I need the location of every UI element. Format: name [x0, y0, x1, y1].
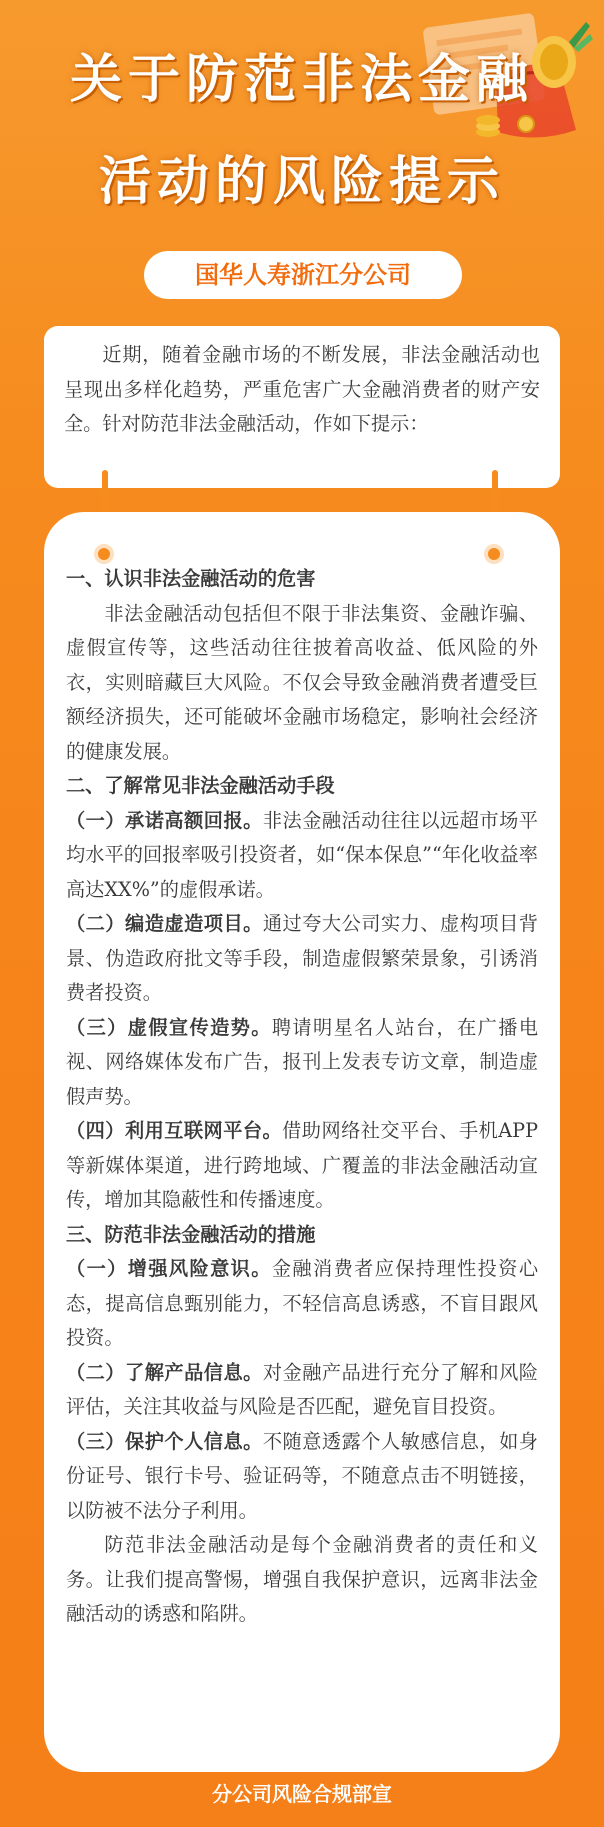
item-label: （一）增强风险意识。: [66, 1257, 272, 1280]
section-heading: 三、防范非法金融活动的措施: [66, 1222, 316, 1246]
clip-dot-icon: [484, 544, 504, 564]
content-card: [44, 512, 560, 1772]
closing-paragraph: 防范非法金融活动是每个金融消费者的责任和义务。让我们提高警惕，增强自我保护意识，远离非法金融活动的诱惑和陷阱。: [66, 1533, 538, 1625]
item-text: 不随意透露个人敏感信息，如身份证号、银行卡号、验证码等，不随意点击不明链接，以防被不法分子利用。: [66, 1429, 538, 1522]
footer-department: 分公司风险合规部宣: [212, 1782, 392, 1806]
list-item: [66, 1252, 538, 1356]
list-item: [66, 1114, 538, 1218]
list-item: [66, 907, 538, 1011]
list-item: [66, 804, 538, 908]
item-text: 非法金融活动往往以远超市场平均水平的回报率吸引投资者，如“保本保息”“年化收益率高达XX%”的虚假承诺。: [66, 808, 538, 901]
intro-paragraph: 近期，随着金融市场的不断发展，非法金融活动也呈现出多样化趋势，严重危害广大金融消费者的财产安全。针对防范非法金融活动，作如下提示：: [64, 343, 540, 435]
item-label: （二）了解产品信息。: [66, 1360, 263, 1384]
list-item: [66, 1011, 538, 1115]
page-title-line1: 关于防范非法金融: [69, 49, 534, 110]
item-label: （三）虚假宣传造势。: [66, 1015, 272, 1039]
item-label: （三）保护个人信息。: [66, 1429, 263, 1453]
page-title-line2: 活动的风险提示: [98, 151, 505, 212]
list-item: [66, 1425, 538, 1529]
section-body: 非法金融活动包括但不限于非法集资、金融诈骗、虚假宣传等，这些活动往往披着高收益、低风险的外衣，实则暗藏巨大风险。不仅会导致金融消费者遭受巨额经济损失，还可能破坏金融市场稳定，影响社会经济的健康发展。: [66, 601, 538, 763]
item-text: 通过夸大公司实力、虚构项目背景、伪造政府批文等手段，制造虚假繁荣景象，引诱消费者投资。: [66, 912, 538, 1004]
item-text: 借助网络社交平台、手机APP等新媒体渠道，进行跨地域、广覆盖的非法金融活动宣传，增加其隐蔽性和传播速度。: [66, 1119, 538, 1211]
item-text: 聘请明星名人站台，在广播电视、网络媒体发布广告，报刊上发表专访文章，制造虚假声势。: [66, 1015, 539, 1108]
company-badge: 国华人寿浙江分公司: [144, 251, 462, 299]
clip-right: [492, 470, 498, 514]
item-label: （二）编造虚造项目。: [66, 912, 263, 935]
section-heading: 二、了解常见非法金融活动手段: [66, 774, 335, 797]
item-label: （四）利用互联网平台。: [66, 1119, 283, 1142]
section-heading: 一、认识非法金融活动的危害: [66, 567, 316, 590]
clip-left: [102, 470, 108, 514]
clip-dot-icon: [94, 544, 114, 564]
item-label: （一）承诺高额回报。: [66, 808, 263, 832]
list-item: [66, 1356, 538, 1425]
item-text: 对金融产品进行充分了解和风险评估，关注其收益与风险是否匹配，避免盲目投资。: [66, 1360, 538, 1418]
item-text: 金融消费者应保持理性投资心态，提高信息甄别能力，不轻信高息诱惑，不盲目跟风投资。: [66, 1257, 539, 1349]
intro-card: [44, 326, 560, 488]
